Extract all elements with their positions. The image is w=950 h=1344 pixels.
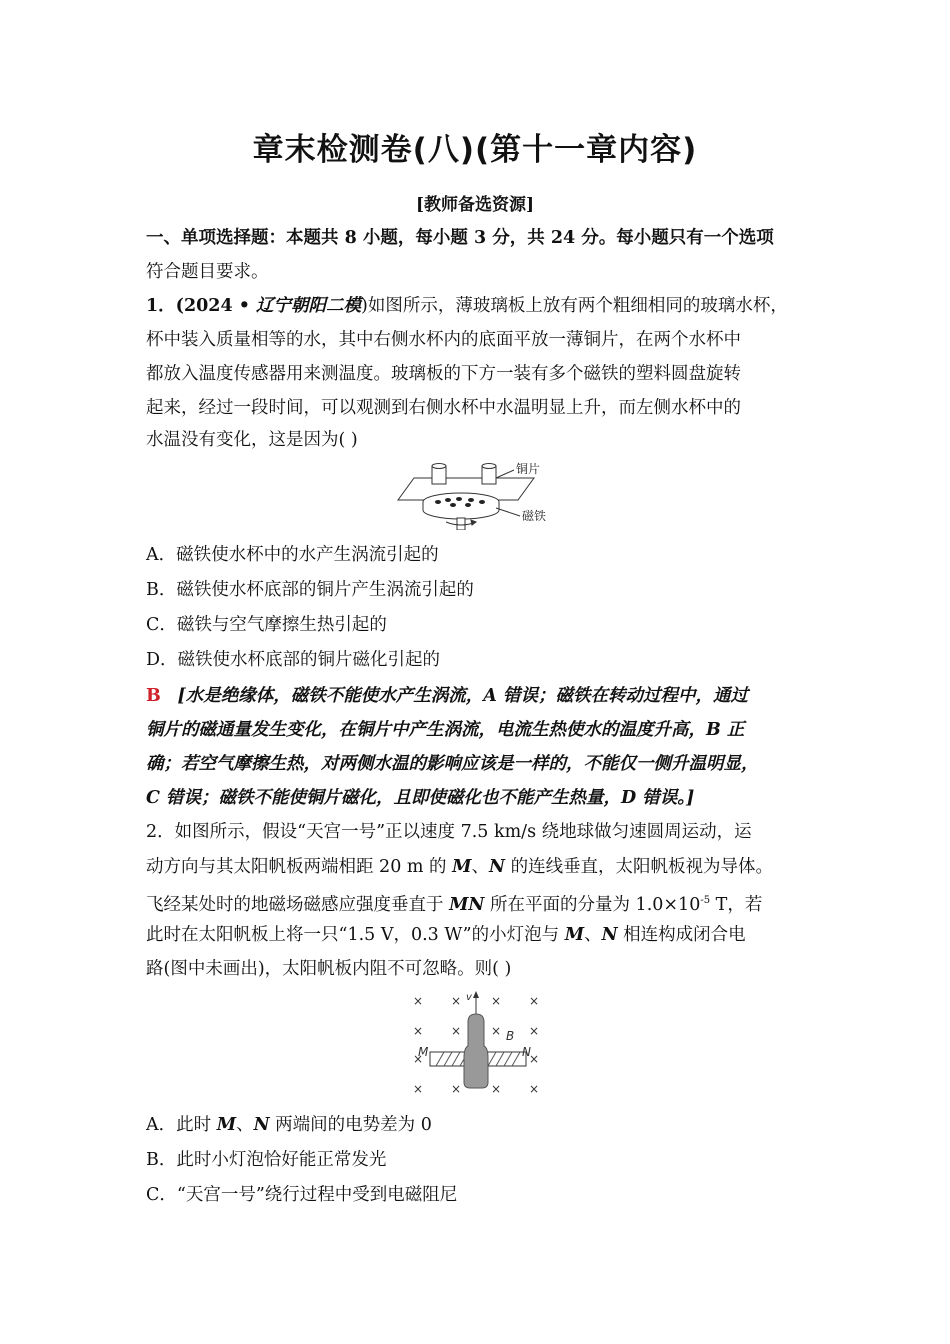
section-heading: 一、单项选择题：本题共 8 小题，每小题 3 分，共 24 分。每小题只有一个选项 xyxy=(146,228,774,248)
q1-figure xyxy=(396,458,566,530)
label-B: B xyxy=(506,1029,515,1043)
q2-line-3: 飞经某处时的地磁场磁感应强度垂直于 MN 所在平面的分量为 $1.0\times 10^{-5}$ T，若 xyxy=(146,894,763,915)
q2-option-c: C．“天宫一号”绕行过程中受到电磁阻尼 xyxy=(146,1185,458,1205)
station-body xyxy=(464,1014,488,1088)
label-N: N xyxy=(522,1045,531,1059)
svg-text:×: × xyxy=(528,1082,540,1096)
q1-option-b: B．磁铁使水杯底部的铜片产生涡流引起的 xyxy=(146,580,474,600)
q2-figure xyxy=(408,988,548,1102)
q1-source: 辽宁朝阳二模 xyxy=(256,296,362,316)
svg-text:×: × xyxy=(412,1052,424,1066)
svg-text:×: × xyxy=(450,994,462,1008)
page-title: 章末检测卷(八)(第十一章内容) xyxy=(252,132,698,168)
q2-option-a: A．此时 M、N 两端间的电势差为 0 xyxy=(146,1115,432,1135)
q2-line-2: 动方向与其太阳帆板两端相距 20 m 的 M、N 的连线垂直，太阳帆板视为导体。 xyxy=(146,857,774,877)
q1-answer-line-1: B [水是绝缘体，磁铁不能使水产生涡流，A 错误；磁铁在转动过程中，通过 xyxy=(146,686,748,706)
svg-text:×: × xyxy=(528,1052,540,1066)
q1-answer-line-4: C 错误；磁铁不能使铜片磁化，且即使磁化也不能产生热量，D 错误。] xyxy=(146,788,695,808)
label-M: M xyxy=(418,1045,429,1059)
svg-text:×: × xyxy=(412,1082,424,1096)
q1-line-2: 杯中装入质量相等的水，其中右侧水杯内的底面平放一薄铜片，在两个水杯中 xyxy=(146,330,741,350)
svg-text:×: × xyxy=(528,1024,540,1038)
q1-option-d: D．磁铁使水杯底部的铜片磁化引起的 xyxy=(146,650,441,670)
svg-text:×: × xyxy=(490,1082,502,1096)
q1-answer-line-3: 确；若空气摩擦生热，对两侧水温的影响应该是一样的，不能仅一侧升温明显， xyxy=(146,754,759,774)
answer-letter: B xyxy=(146,686,161,706)
q1-line-4: 起来，经过一段时间，可以观测到右侧水杯中水温明显上升，而左侧水杯中的 xyxy=(146,398,741,418)
svg-text:×: × xyxy=(490,994,502,1008)
svg-text:×: × xyxy=(450,1082,462,1096)
q2-line-4: 此时在太阳帆板上将一只“1.5 V，0.3 W”的小灯泡与 M、N 相连构成闭合电 xyxy=(146,925,746,945)
svg-text:×: × xyxy=(412,1024,424,1038)
label-v: v xyxy=(466,992,472,1003)
svg-text:×: × xyxy=(412,994,424,1008)
q2-option-b: B．此时小灯泡恰好能正常发光 xyxy=(146,1150,387,1170)
label-copper: 铜片 xyxy=(516,462,541,476)
q2-line-1: 2．如图所示，假设“天宫一号”正以速度 7.5 km/s 绕地球做匀速圆周运动，运 xyxy=(146,822,752,842)
q1-option-a: A．磁铁使水杯中的水产生涡流引起的 xyxy=(146,545,439,565)
section-heading-cont: 符合题目要求。 xyxy=(146,262,269,282)
q1-option-c: C．磁铁与空气摩擦生热引起的 xyxy=(146,615,387,635)
q1-answer-line-2: 铜片的磁通量发生变化，在铜片中产生涡流，电流生热使水的温度升高，B 正 xyxy=(146,720,745,740)
svg-text:×: × xyxy=(528,994,540,1008)
q1-line-1: 1．(2024 • 辽宁朝阳二模)如图所示，薄玻璃板上放有两个粗细相同的玻璃水杯， xyxy=(146,296,788,316)
q1-line-5: 水温没有变化，这是因为( ) xyxy=(146,430,358,450)
svg-text:×: × xyxy=(490,1024,502,1038)
svg-text:×: × xyxy=(450,1024,462,1038)
label-magnet: 磁铁 xyxy=(522,509,547,523)
subtitle: [教师备选资源] xyxy=(415,195,535,215)
q2-line-5: 路(图中未画出)，太阳帆板内阻不可忽略。则( ) xyxy=(146,959,512,979)
q1-line-3: 都放入温度传感器用来测温度。玻璃板的下方一装有多个磁铁的塑料圆盘旋转 xyxy=(146,364,741,384)
